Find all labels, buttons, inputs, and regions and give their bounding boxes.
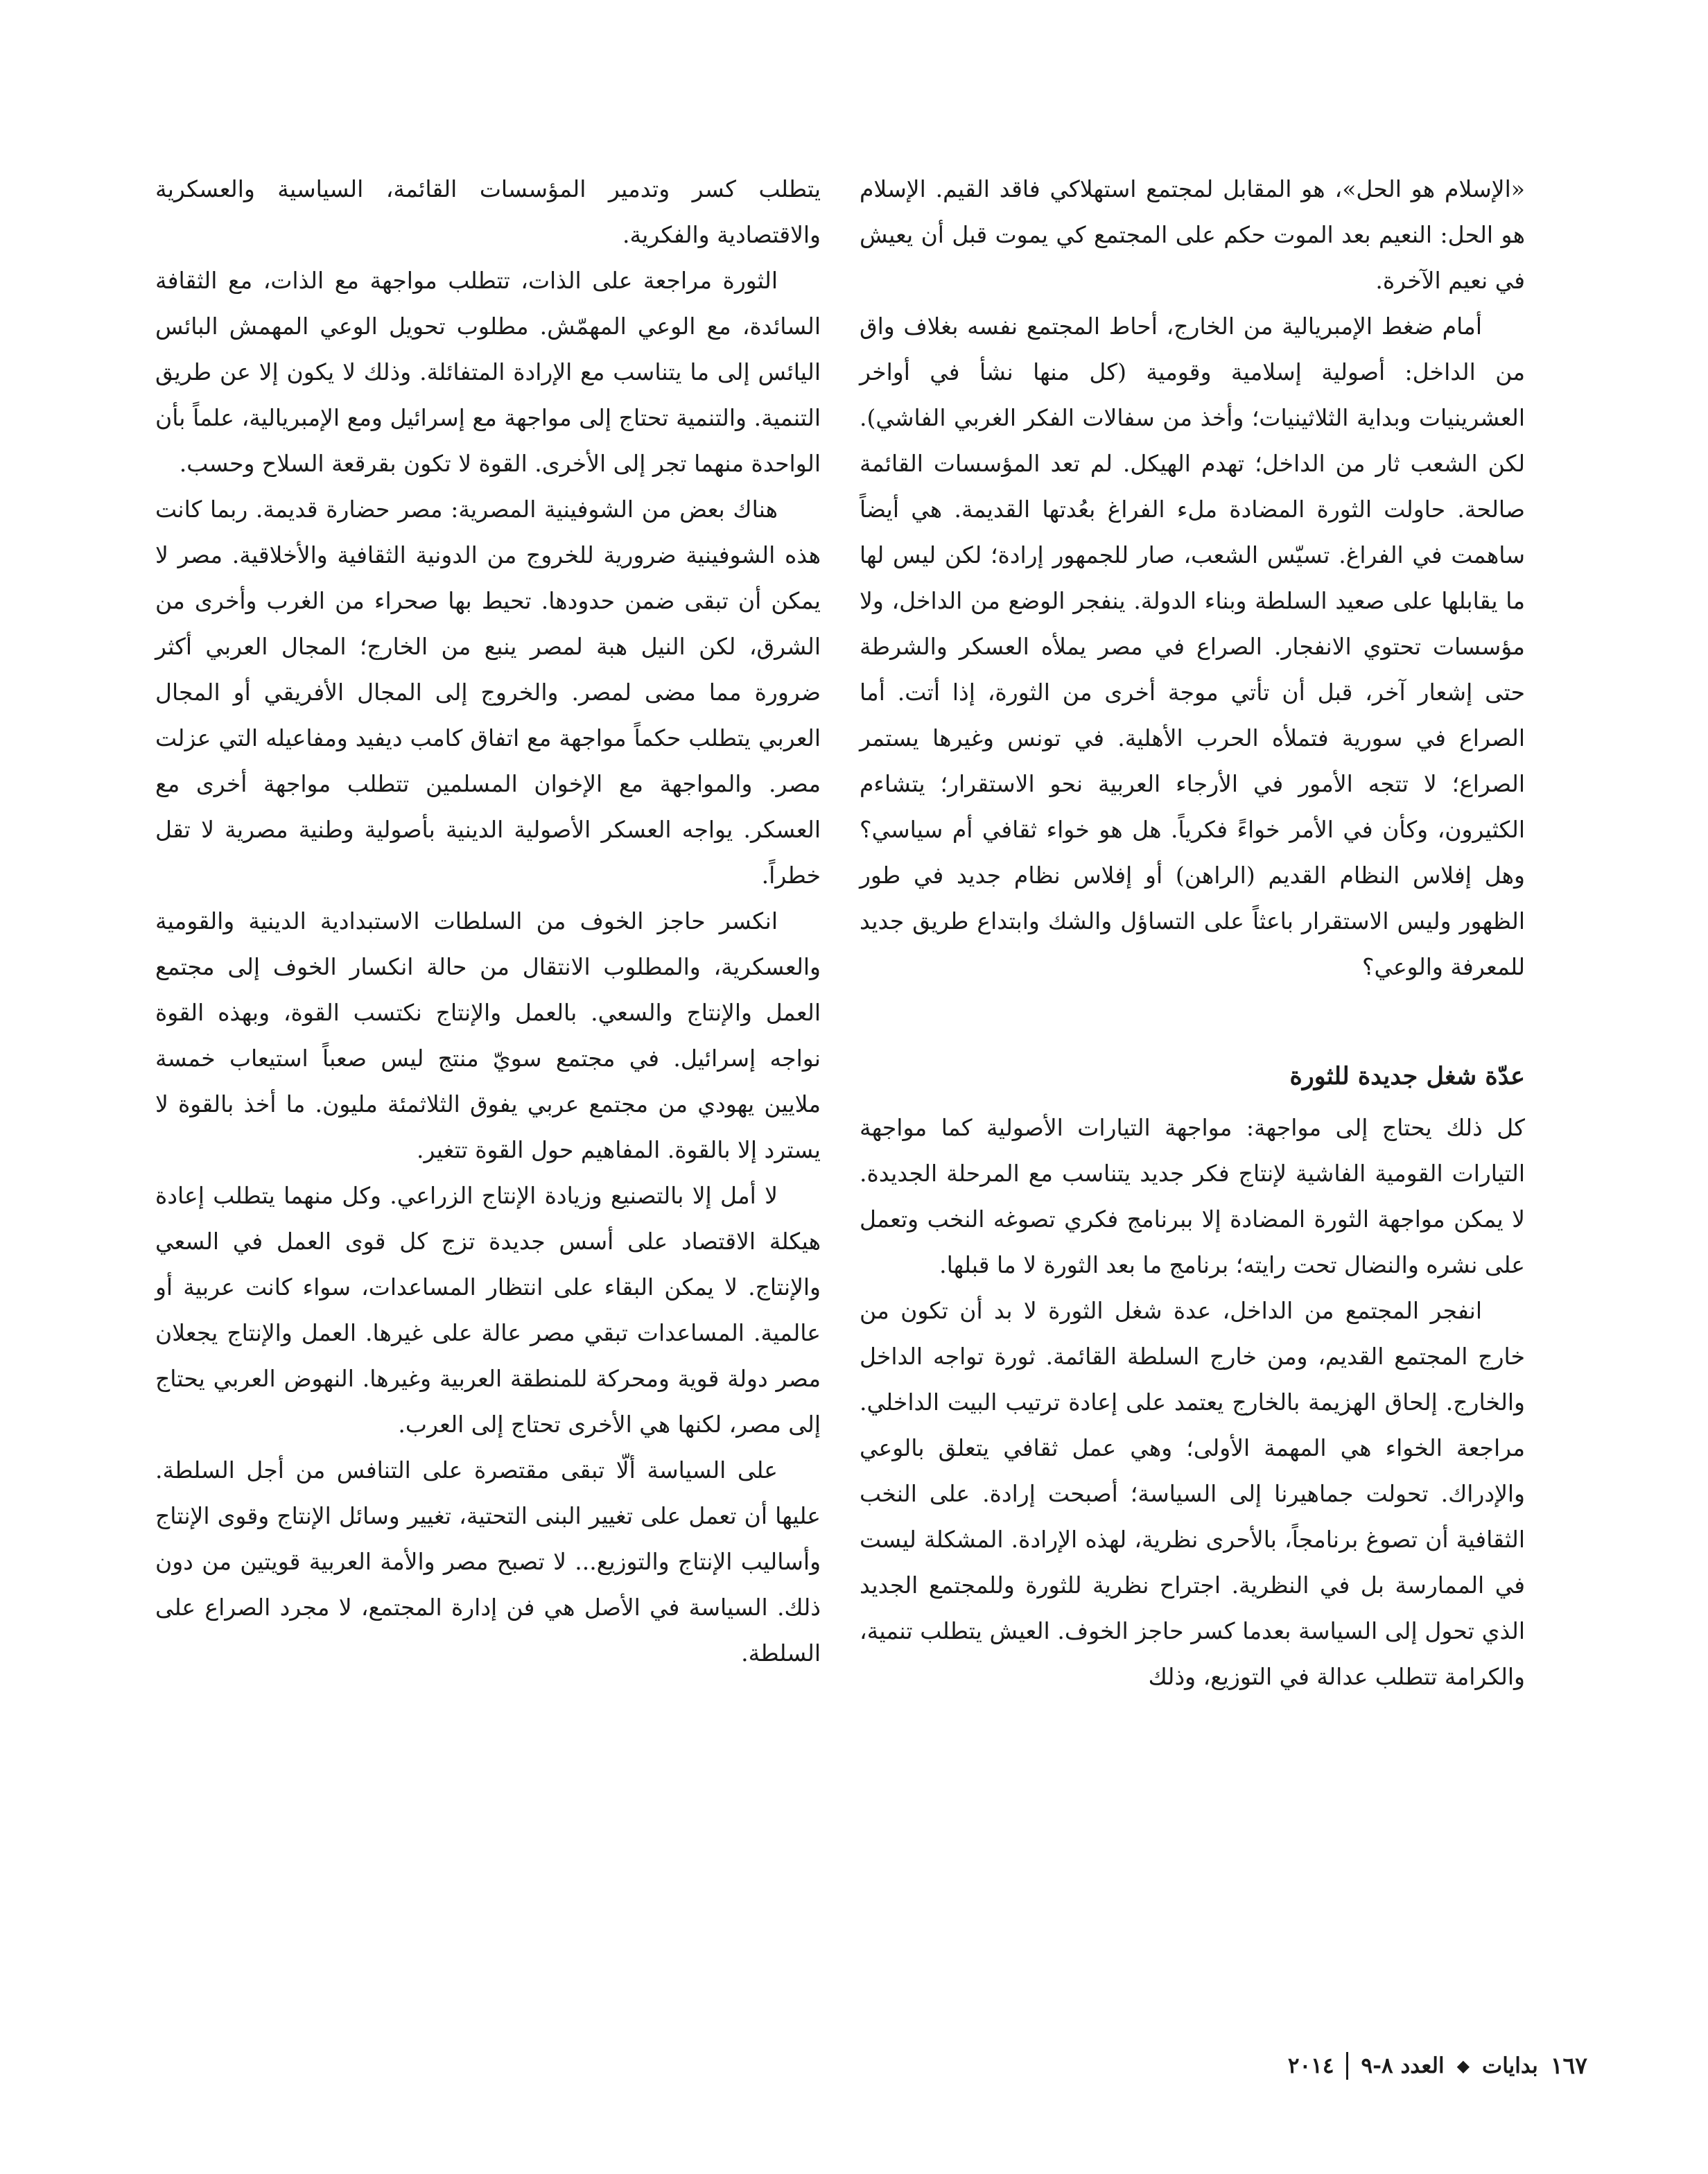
paragraph: يتطلب كسر وتدمير المؤسسات القائمة، السياسية والعسكرية والاقتصادية والفكرية. bbox=[155, 175, 821, 248]
issue-number: العدد ٨-٩ bbox=[1361, 2053, 1445, 2078]
issue-year: ٢٠١٤ bbox=[1287, 2053, 1334, 2078]
diamond-icon: ◆ bbox=[1456, 2055, 1470, 2076]
page-number: ١٦٧ bbox=[1550, 2052, 1587, 2079]
paragraph: انكسر حاجز الخوف من السلطات الاستبدادية الدينية والقومية والعسكرية، والمطلوب الانتقال من حالة انكسار الخوف إلى مجتمع العمل والإنتاج والسعي. بالعمل والإنتاج نكتسب القوة، وبهذه القوة نواجه إسرائيل. في مجتمع سويّ منتج ليس صعباً استيعاب خمسة ملايين يهودي من مجتمع عربي يفوق الثلاثمئة مليون. ما أخذ بالقوة لا يسترد إلا بالقوة. المفاهيم حول القوة تتغير. bbox=[155, 907, 821, 1163]
page-footer bbox=[1061, 2045, 1587, 2087]
journal-name: بدايات bbox=[1482, 2053, 1538, 2078]
paragraph: أمام ضغط الإمبريالية من الخارج، أحاط المجتمع نفسه بغلاف واق من الداخل: أصولية إسلامية وقومية (كل منها نشأ في أواخر العشرينيات وبداية الثلاثينيات؛ وأخذ من سفالات الفكر الغربي الفاشي). لكن الشعب ثار من الداخل؛ تهدم الهيكل. لم تعد المؤسسات القائمة صالحة. حاولت الثورة المضادة ملء الفراغ بعُدتها القديمة. هي أيضاً ساهمت في الفراغ. تسيّس الشعب، صار للجمهور إرادة؛ لكن ليس لها ما يقابلها على صعيد السلطة وبناء الدولة. ينفجر الوضع من الداخل، ولا مؤسسات تحتوي الانفجار. الصراع في مصر يملأه العسكر والشرطة حتى إشعار آخر، قبل أن تأتي موجة أخرى من الثورة، إذا أتت. أما الصراع في سورية فتملأه الحرب الأهلية. في تونس وغيرها يستمر الصراع؛ لا تتجه الأمور في الأرجاء العربية نحو الاستقرار؛ يتشاءم الكثيرون، وكأن في الأمر خواءً فكرياً. هل هو خواء ثقافي أم سياسي؟ وهل إفلاس النظام القديم (الراهن) أو إفلاس نظام جديد في طور الظهور وليس الاستقرار باعثاً على التساؤل والشك وابتداع طريق جديد للمعرفة والوعي؟ bbox=[860, 313, 1525, 980]
paragraph: هناك بعض من الشوفينية المصرية: مصر حضارة قديمة. ربما كانت هذه الشوفينية ضرورية للخروج من الدونية الثقافية والأخلاقية. مصر لا يمكن أن تبقى ضمن حدودها. تحيط بها صحراء من الغرب وأخرى من الشرق، لكن النيل هبة لمصر ينبع من الخارج؛ المجال العربي أكثر ضرورة مما مضى لمصر. والخروج إلى المجال الأفريقي أو المجال العربي يتطلب حكماً مواجهة مع اتفاق كامب ديفيد ومفاعيله التي عزلت مصر. والمواجهة مع الإخوان المسلمين تتطلب مواجهة أخرى مع العسكر. يواجه العسكر الأصولية الدينية بأصولية وطنية مصرية لا تقل خطراً. bbox=[155, 496, 821, 889]
right-column bbox=[860, 166, 1525, 1700]
section-heading: عدّة شغل جديدة للثورة bbox=[1289, 1062, 1525, 1090]
paragraph: كل ذلك يحتاج إلى مواجهة: مواجهة التيارات الأصولية كما مواجهة التيارات القومية الفاشية لإنتاج فكر جديد يتناسب مع المرحلة الجديدة. لا يمكن مواجهة الثورة المضادة إلا ببرنامج فكري تصوغه النخب وتعمل على نشره والنضال تحت رايته؛ برنامج ما بعد الثورة لا ما قبلها. bbox=[860, 1114, 1525, 1278]
paragraph: على السياسة ألّا تبقى مقتصرة على التنافس من أجل السلطة. عليها أن تعمل على تغيير البنى التحتية، تغيير وسائل الإنتاج وقوى الإنتاج وأساليب الإنتاج والتوزيع... لا تصبح مصر والأمة العربية قويتين من دون ذلك. السياسة في الأصل هي فن إدارة المجتمع، لا مجرد الصراع على السلطة. bbox=[155, 1456, 821, 1667]
paragraph: انفجر المجتمع من الداخل، عدة شغل الثورة لا بد أن تكون من خارج المجتمع القديم، ومن خارج السلطة القائمة. ثورة تواجه الداخل والخارج. إلحاق الهزيمة بالخارج يعتمد على إعادة ترتيب البيت الداخلي. مراجعة الخواء هي المهمة الأولى؛ وهي عمل ثقافي يتعلق بالوعي والإدراك. تحولت جماهيرنا إلى السياسة؛ أصبحت إرادة. على النخب الثقافية أن تصوغ برنامجاً، بالأحرى نظرية، لهذه الإرادة. المشكلة ليست في الممارسة بل في النظرية. اجتراح نظرية للثورة وللمجتمع الجديد الذي تحول إلى السياسة بعدما كسر حاجز الخوف. العيش يتطلب تنمية، والكرامة تتطلب عدالة في التوزيع، وذلك bbox=[860, 1297, 1525, 1690]
footer-divider bbox=[1346, 2052, 1348, 2080]
paragraph: لا أمل إلا بالتصنيع وزيادة الإنتاج الزراعي. وكل منهما يتطلب إعادة هيكلة الاقتصاد على أسس جديدة تزج كل قوى العمل في السعي والإنتاج. لا يمكن البقاء على انتظار المساعدات، سواء كانت عربية أو عالمية. المساعدات تبقي مصر عالة على غيرها. العمل والإنتاج يجعلان مصر دولة قوية ومحركة للمنطقة العربية وغيرها. النهوض العربي يحتاج إلى مصر، لكنها هي الأخرى تحتاج إلى العرب. bbox=[155, 1182, 821, 1438]
paragraph: الثورة مراجعة على الذات، تتطلب مواجهة مع الذات، مع الثقافة السائدة، مع الوعي المهمّش. مطلوب تحويل الوعي المهمش البائس اليائس إلى ما يتناسب مع الإرادة المتفائلة. وذلك لا يكون إلا عن طريق التنمية. والتنمية تحتاج إلى مواجهة مع إسرائيل ومع الإمبريالية، علماً بأن الواحدة منهما تجر إلى الأخرى. القوة لا تكون بقرقعة السلاح وحسب. bbox=[155, 267, 821, 477]
left-column bbox=[155, 166, 821, 1676]
paragraph: «الإسلام هو الحل»، هو المقابل لمجتمع استهلاكي فاقد القيم. الإسلام هو الحل: النعيم بعد الموت حكم على المجتمع كي يموت قبل أن يعيش في نعيم الآخرة. bbox=[860, 175, 1525, 294]
